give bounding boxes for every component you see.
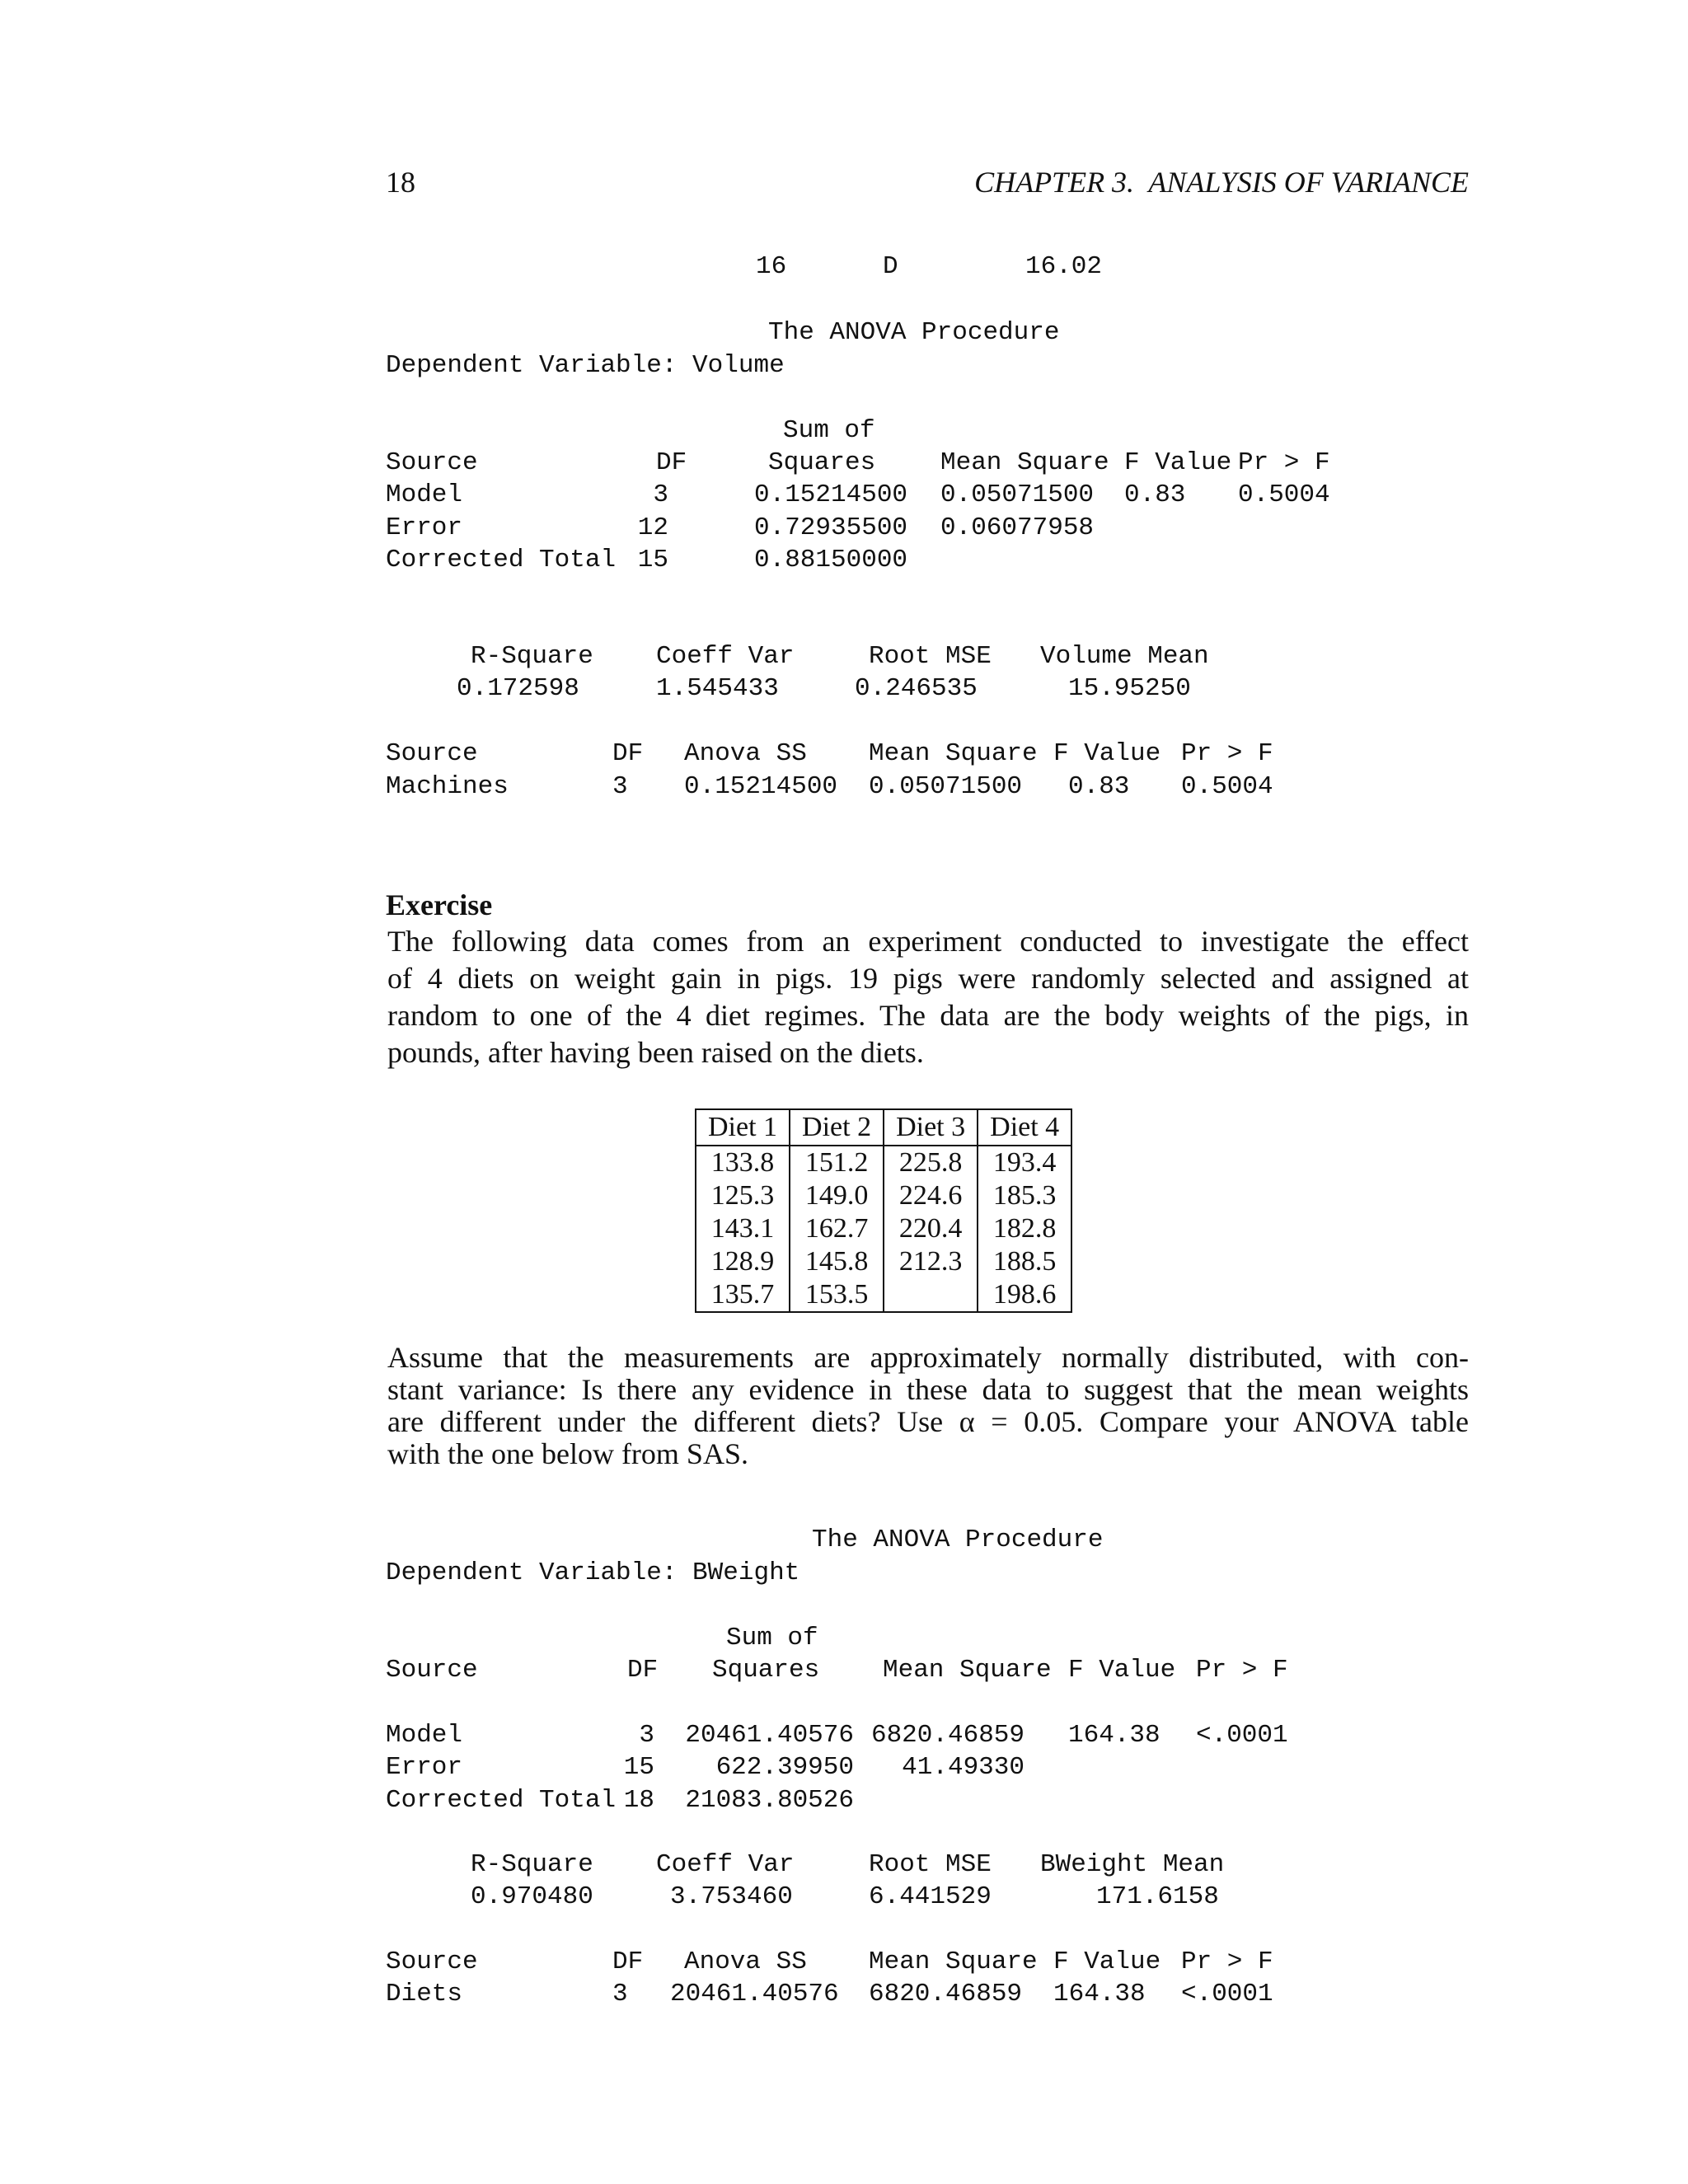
table-row — [696, 1278, 1071, 1312]
row-source: Corrected Total — [386, 1786, 617, 1815]
type-head: F Value — [1053, 1947, 1161, 1976]
type-row: 3 — [612, 1980, 628, 2008]
exercise-question — [387, 1342, 1469, 1470]
row-ms: 0.05071500 — [940, 480, 1095, 509]
fit-label: Root MSE — [869, 1850, 992, 1879]
row-f: 0.83 — [1124, 480, 1186, 509]
col-squares: Squares — [768, 448, 876, 477]
type-head: Source — [386, 739, 478, 768]
type-head: Anova SS — [684, 1947, 807, 1976]
col-f-value: F Value — [1068, 1656, 1176, 1685]
paragraph-line: pounds, after having been raised on the diets. — [387, 1036, 924, 1069]
table-cell: 188.5 — [978, 1245, 1071, 1278]
col-df: DF — [627, 1656, 659, 1685]
type-row: 0.05071500 — [869, 772, 1023, 801]
fit-value: 0.246535 — [855, 674, 978, 703]
type-row: Machines — [386, 772, 509, 801]
procedure-title: The ANOVA Procedure — [812, 1526, 1104, 1554]
col-f-value: F Value — [1124, 448, 1232, 477]
fit-label: R-Square — [471, 642, 593, 671]
table-cell: 153.5 — [790, 1278, 884, 1312]
row-df: 3 — [653, 480, 668, 509]
row-p: 0.5004 — [1238, 480, 1330, 509]
type-row: 0.83 — [1068, 772, 1130, 801]
paragraph-line: of 4 diets on weight gain in pigs. 19 pigs were randomly selected and assigned at — [387, 962, 1469, 995]
procedure-title: The ANOVA Procedure — [768, 318, 1060, 347]
paragraph-line: with the one below from SAS. — [387, 1437, 748, 1470]
table-cell: 151.2 — [790, 1146, 884, 1179]
col-pr-f: Pr > F — [1196, 1656, 1288, 1685]
row-ss: 0.72935500 — [754, 513, 908, 542]
row-ss: 0.15214500 — [754, 480, 908, 509]
row-f: 164.38 — [1068, 1721, 1160, 1750]
col-source: Source — [386, 1656, 478, 1685]
type-row: 0.15214500 — [684, 772, 838, 801]
type-row: 0.5004 — [1181, 772, 1273, 801]
col-sum-of: Sum of — [783, 416, 875, 445]
table-cell: 225.8 — [884, 1146, 978, 1179]
fit-value: 0.172598 — [457, 674, 579, 703]
table-cell — [884, 1278, 978, 1312]
type-head: DF — [612, 739, 644, 768]
row-source: Corrected Total — [386, 546, 617, 574]
top-row-obs: 16 — [756, 252, 787, 281]
fit-label: Coeff Var — [656, 1850, 795, 1879]
fit-value: 3.753460 — [670, 1882, 793, 1911]
col-source: Source — [386, 448, 478, 477]
diet-data-table — [695, 1108, 1072, 1313]
col-df: DF — [656, 448, 687, 477]
row-source: Model — [386, 480, 463, 509]
row-ms: 0.06077958 — [940, 513, 1095, 542]
table-row — [696, 1245, 1071, 1278]
row-ms: 6820.46859 — [870, 1721, 1025, 1750]
table-row — [696, 1212, 1071, 1245]
fit-value: 15.95250 — [1068, 674, 1191, 703]
table-cell: 135.7 — [696, 1278, 790, 1312]
paragraph-line: stant variance: Is there any evidence in these data to suggest that the mean weights — [387, 1373, 1469, 1406]
table-header: Diet 3 — [884, 1109, 978, 1146]
dependent-variable: Dependent Variable: BWeight — [386, 1558, 800, 1587]
row-df: 18 — [623, 1786, 654, 1815]
table-cell: 185.3 — [978, 1179, 1071, 1212]
row-ss: 21083.80526 — [685, 1786, 854, 1815]
table-cell: 162.7 — [790, 1212, 884, 1245]
table-cell: 224.6 — [884, 1179, 978, 1212]
table-header: Diet 1 — [696, 1109, 790, 1146]
col-mean-square: Mean Square — [940, 448, 1109, 477]
top-row-volume: 16.02 — [1025, 252, 1103, 281]
row-df: 3 — [639, 1721, 654, 1750]
fit-label: BWeight Mean — [1040, 1850, 1225, 1879]
row-source: Error — [386, 513, 463, 542]
type-row: 20461.40576 — [670, 1980, 839, 2008]
table-cell: 182.8 — [978, 1212, 1071, 1245]
row-p: <.0001 — [1196, 1721, 1288, 1750]
table-cell: 125.3 — [696, 1179, 790, 1212]
paragraph-line: random to one of the 4 diet regimes. The data are the body weights of the pigs, in — [387, 999, 1469, 1032]
table-row — [696, 1146, 1071, 1179]
row-ss: 622.39950 — [715, 1753, 854, 1782]
exercise-title: Exercise — [386, 888, 493, 921]
row-source: Error — [386, 1753, 463, 1782]
dependent-variable: Dependent Variable: Volume — [386, 351, 785, 380]
fit-label: Root MSE — [869, 642, 992, 671]
table-cell: 128.9 — [696, 1245, 790, 1278]
type-head: Anova SS — [684, 739, 807, 768]
table-cell: 145.8 — [790, 1245, 884, 1278]
col-squares: Squares — [712, 1656, 820, 1685]
row-df: 12 — [637, 513, 668, 542]
top-row-machine: D — [883, 252, 898, 281]
type-head: Pr > F — [1181, 1947, 1273, 1976]
table-row — [696, 1179, 1071, 1212]
table-cell: 212.3 — [884, 1245, 978, 1278]
row-ss: 20461.40576 — [685, 1721, 854, 1750]
type-row: 164.38 — [1053, 1980, 1146, 2008]
type-head: Mean Square — [869, 739, 1038, 768]
running-head: CHAPTER 3. ANALYSIS OF VARIANCE — [974, 166, 1469, 199]
row-source: Model — [386, 1721, 463, 1750]
col-pr-f: Pr > F — [1238, 448, 1330, 477]
type-head: Mean Square — [869, 1947, 1038, 1976]
table-cell: 149.0 — [790, 1179, 884, 1212]
col-sum-of: Sum of — [726, 1624, 818, 1652]
col-mean-square: Mean Square — [883, 1656, 1052, 1685]
type-row: 6820.46859 — [869, 1980, 1023, 2008]
page-number: 18 — [386, 166, 415, 199]
table-cell: 198.6 — [978, 1278, 1071, 1312]
row-ss: 0.88150000 — [754, 546, 908, 574]
type-head: DF — [612, 1947, 644, 1976]
table-cell: 143.1 — [696, 1212, 790, 1245]
fit-value: 6.441529 — [869, 1882, 992, 1911]
table-header-row — [696, 1109, 1071, 1146]
type-row: Diets — [386, 1980, 463, 2008]
fit-value: 171.6158 — [1096, 1882, 1219, 1911]
type-row: 3 — [612, 772, 628, 801]
row-df: 15 — [637, 546, 668, 574]
table-cell: 220.4 — [884, 1212, 978, 1245]
paragraph-line: Assume that the measurements are approximately normally distributed, with con- — [387, 1341, 1469, 1374]
fit-value: 1.545433 — [656, 674, 779, 703]
fit-label: Volume Mean — [1040, 642, 1209, 671]
row-df: 15 — [623, 1753, 654, 1782]
type-row: <.0001 — [1181, 1980, 1273, 2008]
table-header: Diet 4 — [978, 1109, 1071, 1146]
type-head: Source — [386, 1947, 478, 1976]
table-cell: 133.8 — [696, 1146, 790, 1179]
type-head: F Value — [1053, 739, 1161, 768]
fit-value: 0.970480 — [471, 1882, 593, 1911]
paragraph-line: The following data comes from an experiment conducted to investigate the effect — [387, 925, 1469, 958]
fit-label: R-Square — [471, 1850, 593, 1879]
paragraph-line: are different under the different diets? Use α = 0.05. Compare your ANOVA table — [387, 1405, 1469, 1438]
exercise-paragraph — [387, 923, 1469, 1071]
fit-label: Coeff Var — [656, 642, 795, 671]
row-ms: 41.49330 — [902, 1753, 1025, 1782]
table-header: Diet 2 — [790, 1109, 884, 1146]
type-head: Pr > F — [1181, 739, 1273, 768]
table-cell: 193.4 — [978, 1146, 1071, 1179]
